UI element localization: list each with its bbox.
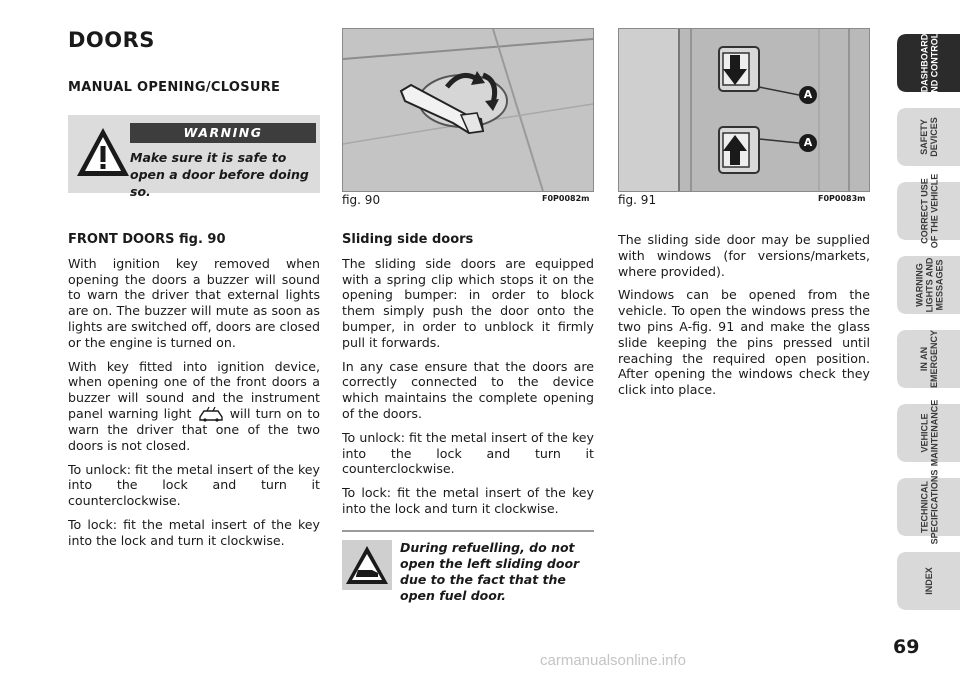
warning-text: Make sure it is safe to open a door before doing so. [130, 150, 309, 199]
warning-box [68, 115, 320, 199]
page-number: 69 [893, 636, 920, 658]
tab-label: CORRECT USE OF THE VEHICLE [919, 173, 940, 249]
page-title: DOORS [68, 28, 155, 52]
sliding-doors-section [342, 232, 594, 525]
front-doors-heading: FRONT DOORS fig. 90 [68, 232, 226, 247]
paragraph: To unlock: fit the metal insert of the key into the lock and turn it counterclockwise. [342, 429, 594, 477]
tab-label: WARNING LIGHTS AND MESSAGES [914, 257, 945, 313]
figure-90 [342, 28, 594, 192]
tab-technical-specifications[interactable] [897, 469, 960, 545]
van-warning-icon [342, 540, 392, 590]
tab-label: TECHNICAL SPECIFICATIONS [919, 469, 939, 545]
tab-label: VEHICLE MAINTENANCE [919, 399, 939, 467]
paragraph-part: With key fitted into ignition device, when opening one of the front doors a buzzer will sound and the instrument panel warning light [68, 358, 320, 421]
windows-section [618, 232, 870, 406]
warning-label: WARNING [130, 123, 316, 143]
tab-safety-devices[interactable] [897, 108, 960, 166]
pin-marker-a: A [803, 88, 813, 101]
tab-emergency[interactable] [897, 330, 960, 388]
paragraph-with-icon [68, 359, 320, 454]
paragraph: The sliding side door may be supplied with windows (for versions/markets, where provided). [618, 232, 870, 279]
refuelling-note-text: During refuelling, do not open the left sliding door due to the fact that the open fuel door. [400, 540, 580, 603]
chapter-tabs [897, 0, 960, 677]
fig90-caption: fig. 90 [342, 193, 381, 207]
watermark: carmanualsonline.info [540, 652, 686, 669]
paragraph: The sliding side doors are equipped with a spring clip which stops it on the opening bumper: in order to block them simply push the door onto the bumper, in order to unblock it firmly pull it forwards. [342, 255, 594, 350]
paragraph: To lock: fit the metal insert of the key into the lock and turn it clockwise. [68, 516, 320, 548]
tab-correct-use[interactable] [897, 173, 960, 249]
section-heading: MANUAL OPENING/CLOSURE [68, 80, 281, 95]
paragraph: To unlock: fit the metal insert of the key into the lock and turn it counterclockwise. [68, 461, 320, 509]
paragraph: In any case ensure that the doors are correctly connected to the device which maintains the complete opening of the doors. [342, 358, 594, 421]
fig91-caption: fig. 91 [618, 193, 657, 207]
door-handle-illustration [343, 29, 593, 191]
tab-label: SAFETY DEVICES [918, 117, 939, 157]
tab-vehicle-maintenance[interactable] [897, 399, 960, 467]
tab-label: INDEX [923, 567, 934, 595]
paragraph-part: will turn on to warn the driver that one of the two doors is not closed. [68, 405, 320, 453]
fig90-code: F0P0082m [542, 194, 590, 203]
paragraph: Windows can be opened from the vehicle. To open the windows press the two pins A-fig. 91 and make the glass slide keeping the pins pressed until reaching the required open position. After opening the windows check they click into place. [618, 287, 870, 398]
door-open-warning-light-icon [197, 406, 225, 422]
front-doors-section [68, 232, 320, 557]
tab-index[interactable] [897, 552, 960, 610]
refuelling-note [342, 530, 594, 603]
tab-dashboard-and-controls[interactable] [897, 26, 960, 100]
fig91-code: F0P0083m [818, 194, 866, 203]
sliding-doors-heading: Sliding side doors [342, 232, 474, 247]
pin-marker-a: A [803, 136, 813, 149]
sliding-window-pins-illustration [619, 29, 869, 191]
paragraph: With ignition key removed when opening the doors a buzzer will sound to warn the driver that external lights are on. The buzzer will mute as soon as lights are switched off, doors are closed or the engine is turned on. [68, 255, 320, 350]
warning-triangle-icon [74, 124, 132, 182]
tab-label: DASHBOARD AND CONTROLS [919, 26, 939, 100]
figure-91 [618, 28, 870, 192]
paragraph: To lock: fit the metal insert of the key into the lock and turn it clockwise. [342, 485, 594, 516]
tab-warning-lights[interactable] [897, 256, 960, 314]
tab-label: IN AN EMERGENCY [919, 329, 940, 389]
